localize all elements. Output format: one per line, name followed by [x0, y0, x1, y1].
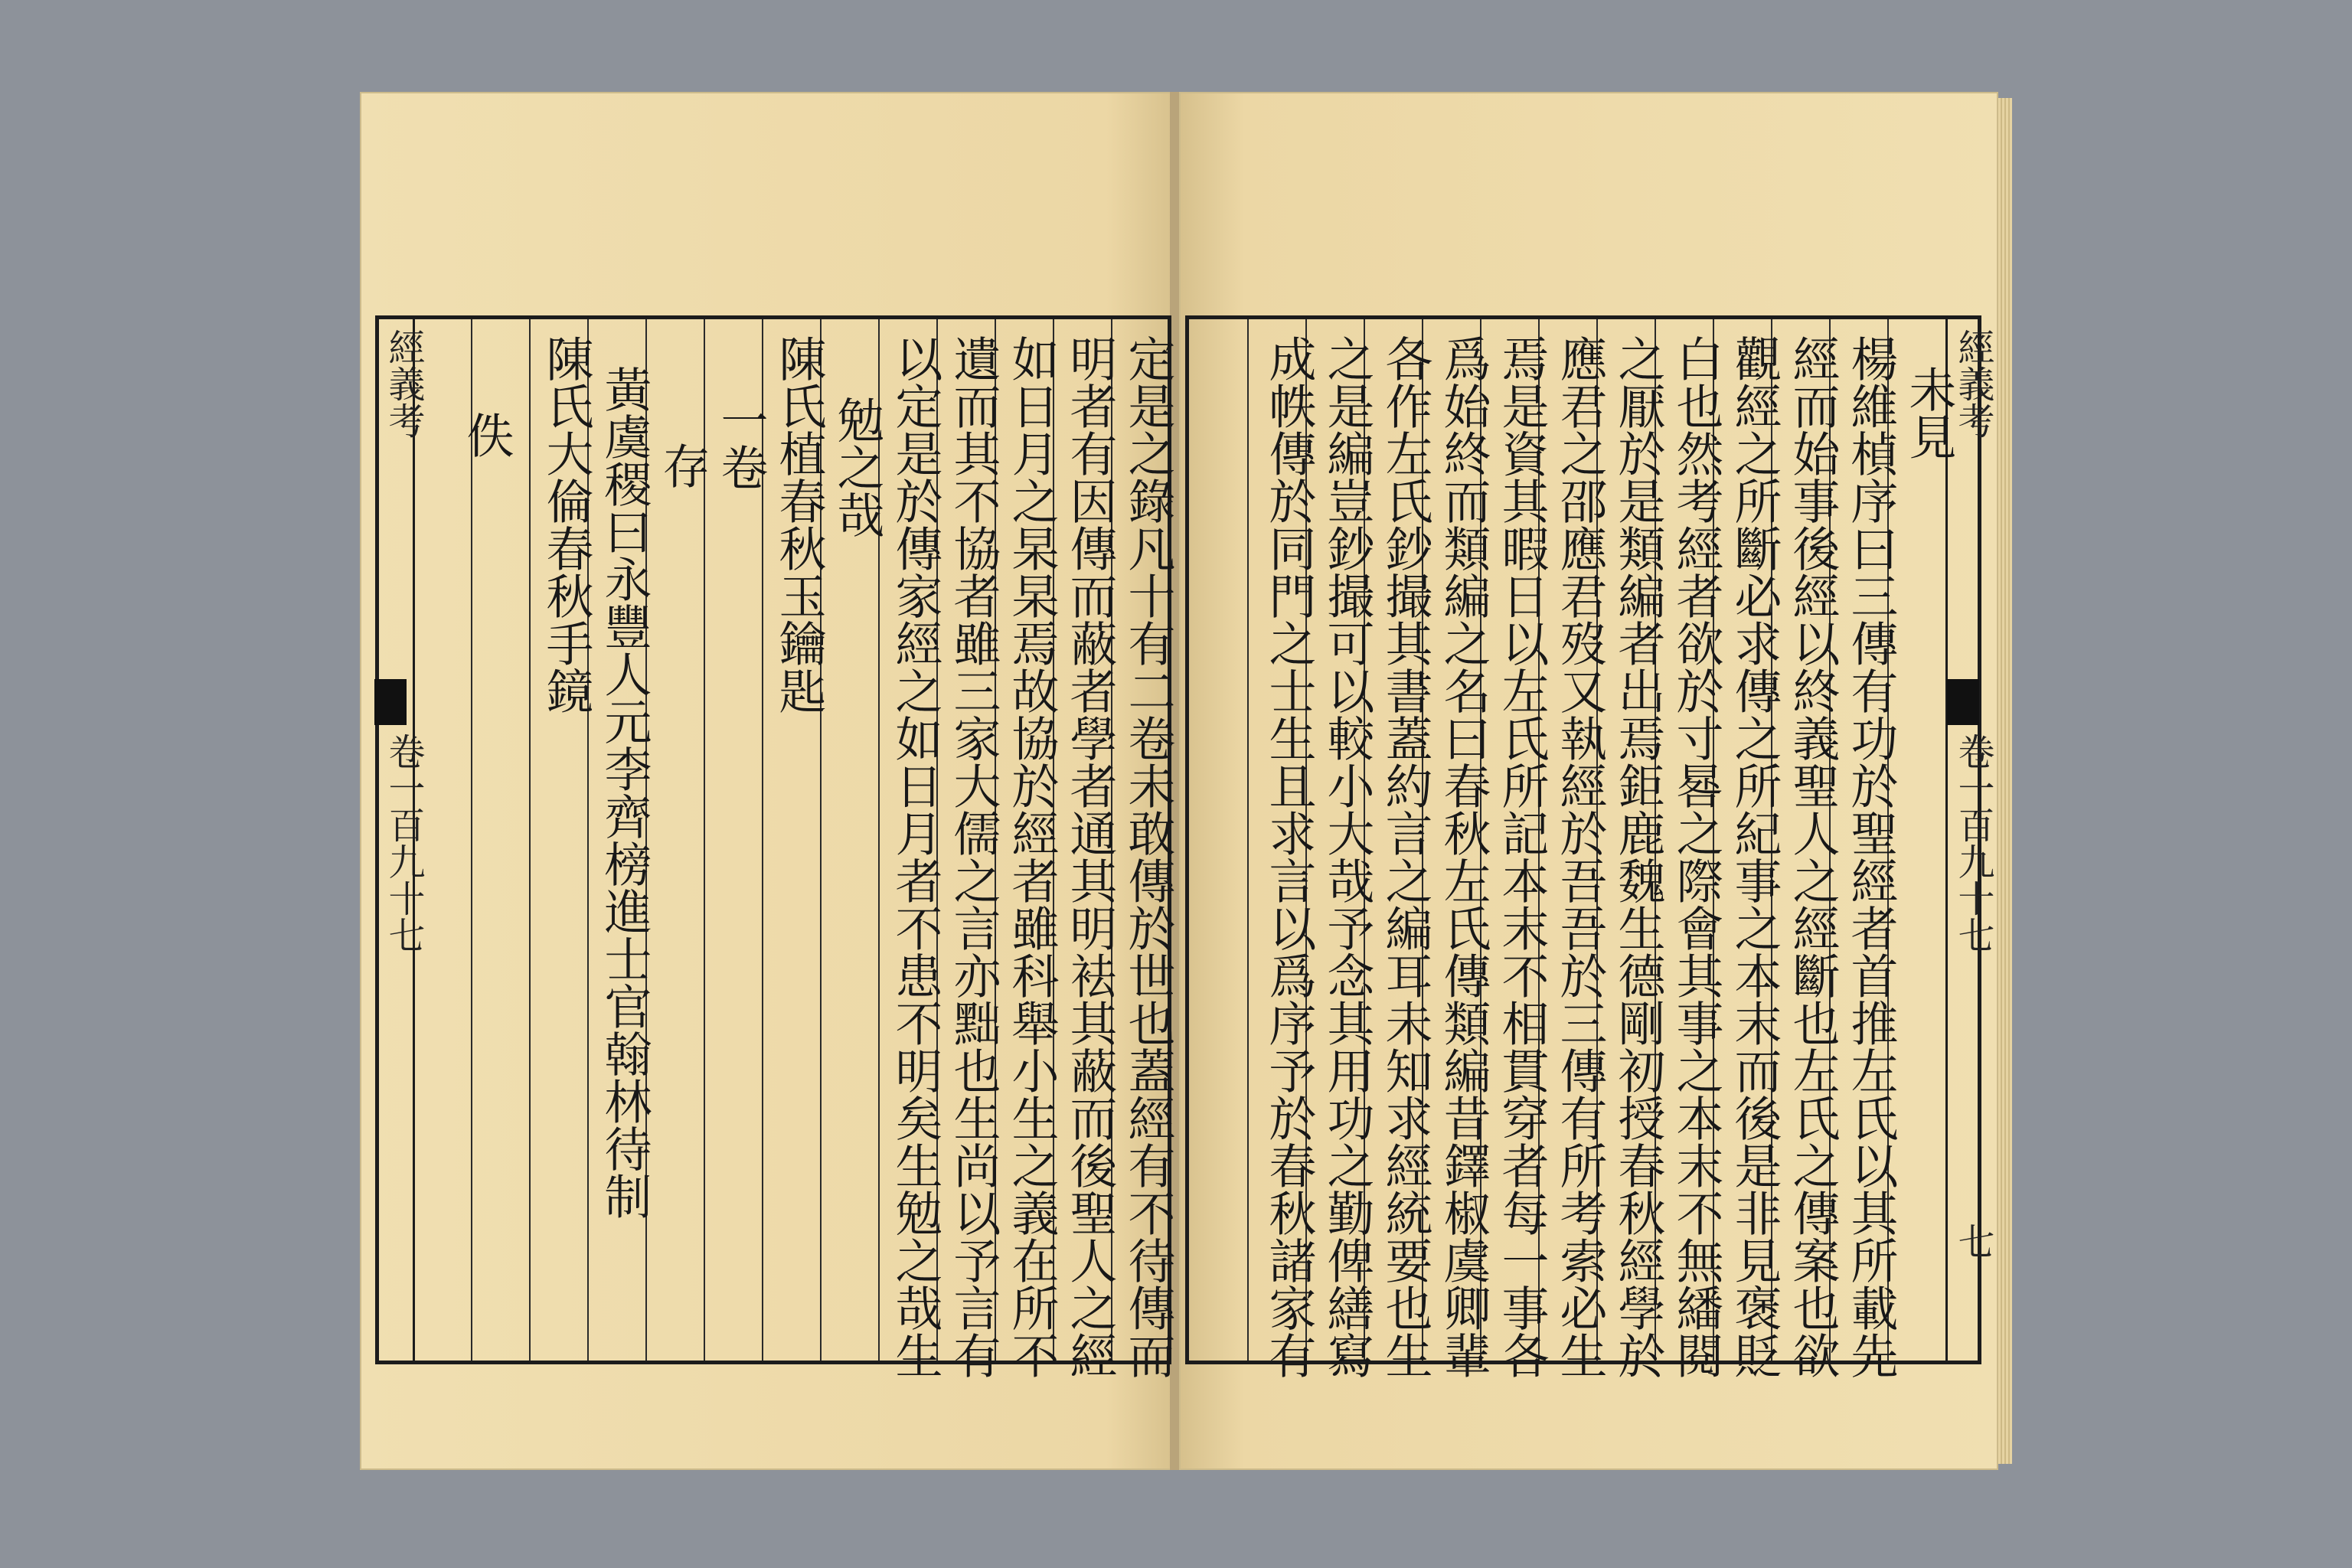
entry-heading: 陳氏植春秋玉鑰匙 [771, 335, 827, 714]
left-text-block [375, 315, 1176, 1379]
text-column: 黃虞稷曰永豐人元李齊榜進士官翰林待制 [596, 365, 652, 1220]
text-column: 定是之錄凡十有二卷未敢傳於世也蓋經有不待傳而 [1120, 335, 1176, 1379]
text-column: 遺而其不協者雖三家大儒之言亦黜也生尚以予言有 [946, 335, 1001, 1379]
status-note: 未見 [1901, 365, 1957, 460]
text-column: 之是編豈鈔撮可以較小大哉予念其用功之勤俾繕寫 [1319, 335, 1375, 1379]
entry-heading: 陳氏大倫春秋手鏡 [538, 335, 594, 714]
right-margin-title: 經義考 [1952, 328, 1994, 439]
text-column: 以定是於傳家經之如日月者不患不明矣生勉之哉生 [887, 335, 943, 1379]
text-column: 一卷 [713, 396, 769, 491]
text-column: 應君之邵應君歿又執經於吾吾於三傳有所考索必生 [1552, 335, 1608, 1379]
text-column: 成帙傳於同門之士生且求言以爲序予於春秋諸家有 [1261, 335, 1317, 1379]
text-column: 各作左氏鈔撮其書蓋約言之編耳未知求經統要也生 [1377, 335, 1433, 1379]
left-margin-title: 經義考 [382, 328, 425, 439]
right-margin-tab: 卷一百九十七 [1952, 733, 1994, 953]
text-column: 觀經之所斷必求傳之所紀事之本末而後是非見褒貶 [1726, 335, 1782, 1379]
folio-number: 七 [1952, 1223, 1994, 1259]
text-column: 楊維楨序曰三傳有功於聖經者首推左氏以其所載先 [1843, 335, 1899, 1379]
page-edges [1998, 98, 2012, 1464]
text-column: 勉之哉 [829, 396, 885, 538]
text-column: 明者有因傳而蔽者學者通其明袪其蔽而後聖人之經 [1062, 335, 1118, 1379]
left-margin-tab: 卷一百九十七 [382, 733, 425, 953]
fish-tail-mark [1947, 679, 1979, 725]
fish-tail-mark [374, 679, 407, 725]
text-column: 爲始終而類編之名曰春秋左氏傳類編昔鐸椒虞卿輩 [1436, 335, 1491, 1379]
status-note: 存 [655, 442, 710, 489]
text-column: 之厭於是類編者出焉鉅鹿魏生德剛初授春秋經學於 [1610, 335, 1666, 1379]
text-column: 焉是資其暇日以左氏所記本末不相貫穿者每一事各 [1494, 335, 1550, 1379]
open-book [360, 92, 1998, 1470]
text-column: 白也然考經者欲於寸晷之際會其事之本末不無繙閱 [1668, 335, 1724, 1379]
text-column: 經而始事後經以終義聖人之經斷也左氏之傳案也欲 [1785, 335, 1841, 1379]
text-column: 如日月之杲杲焉故協於經者雖科舉小生之義在所不 [1004, 335, 1060, 1379]
status-note: 佚 [459, 411, 514, 459]
right-text-block [1185, 315, 1994, 1379]
